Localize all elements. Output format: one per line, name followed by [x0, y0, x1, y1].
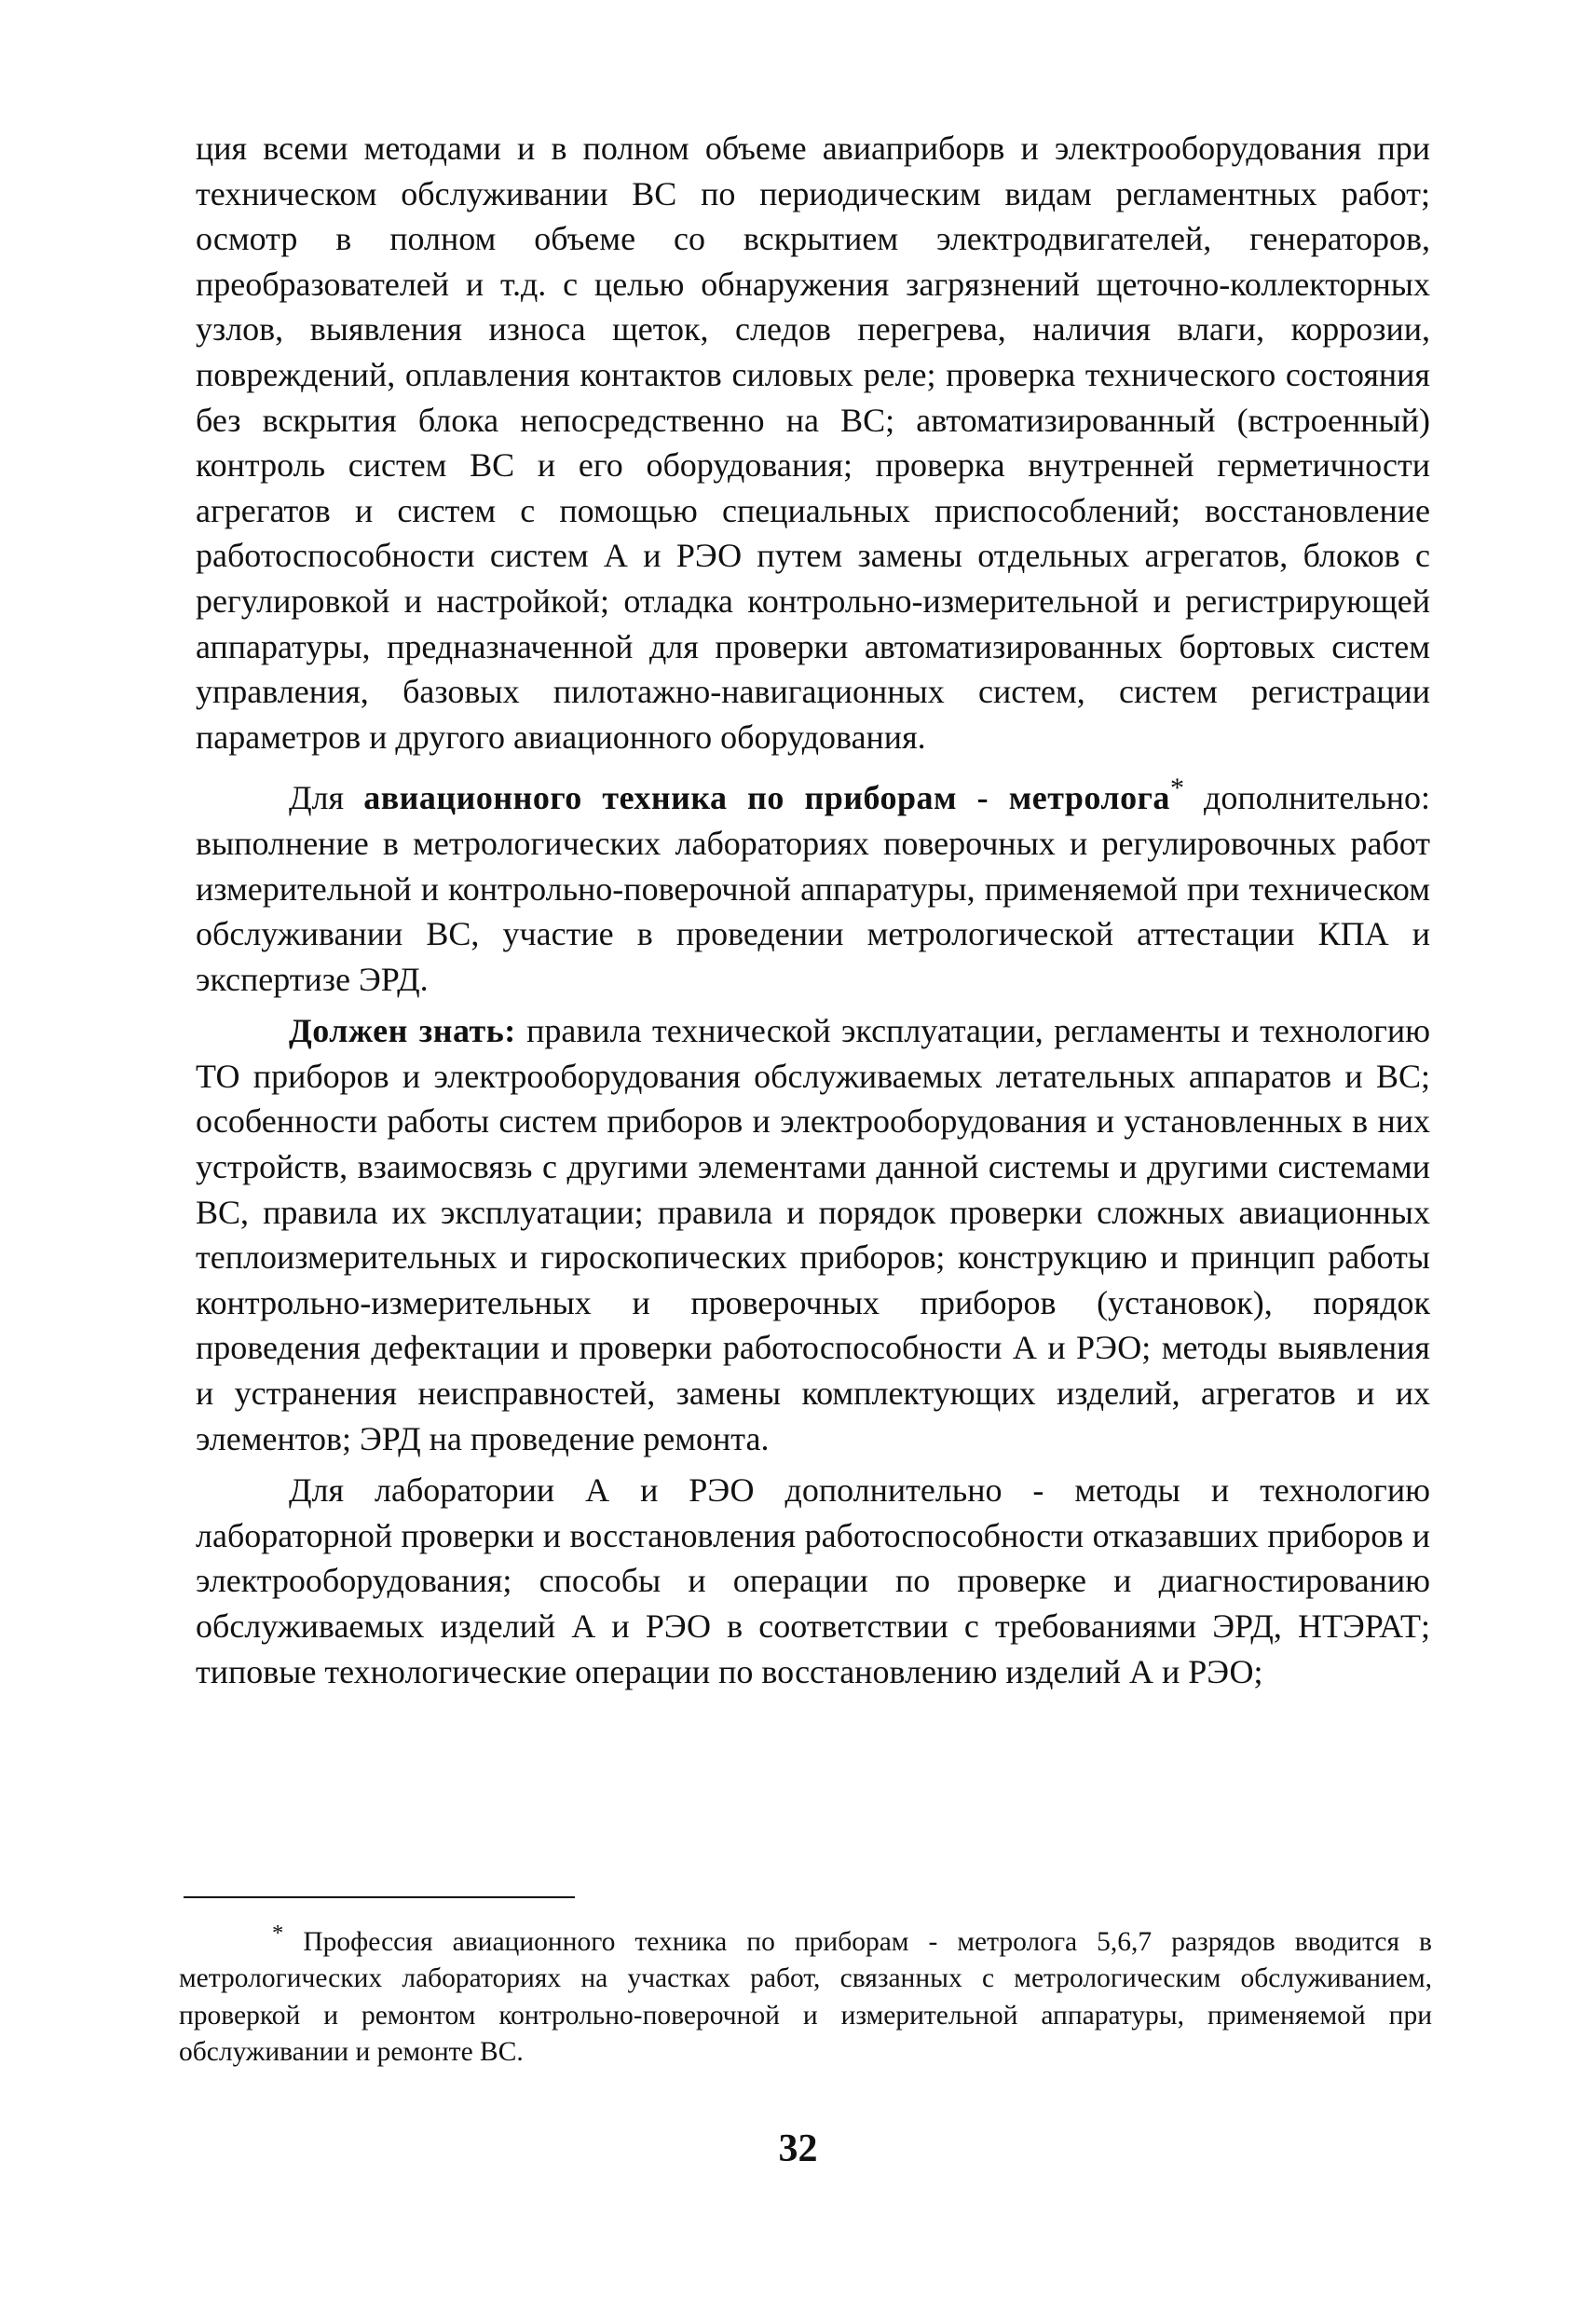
paragraph-laboratory: [196, 1468, 1430, 1694]
paragraph-text: дополнительно: выполнение в метрологических лабораториях поверочных и регулировочных работ измерительной и контрольно-поверочной аппаратуры, применяемой при техническом обслуживании ВС, участие в проведении метрологической аттестации КПА и экспертизе ЭРД.: [196, 779, 1431, 998]
paragraph-prefix: Для: [289, 779, 364, 817]
paragraph-text: правила технической эксплуатации, регламенты и технологию ТО приборов и электрооборудования обслуживаемых летательных аппаратов и ВС; особенности работы систем приборов и электрооборудования и установленных в них устройств, взаимосвязь с другими элементами данной системы и другими системами ВС, правила их эксплуатации; правила и порядок проверки сложных авиационных теплоизмерительных и гироскопических приборов; конструкцию и принцип работы контрольно-измерительных и проверочных приборов (установок), порядок проведения дефектации и проверки работоспособности А и РЭО; методы выявления и устранения неисправностей, замены комплектующих изделий, агрегатов и их элементов; ЭРД на проведение ремонта.: [196, 1012, 1430, 1457]
footnote-text: Профессия авиационного техника по приборам - метролога 5,6,7 разрядов вводится в метрологических лабораториях на участках работ, связанных с метрологическим обслуживанием, проверкой и ремонтом контрольно-поверочной и измерительной аппаратуры, применяемой при обслуживании и ремонте ВС.: [179, 1926, 1432, 2068]
paragraph-text: Для лаборатории А и РЭО дополнительно - методы и технологию лабораторной проверки и восстановления работоспособности отказавших приборов и электрооборудования; способы и операции по проверке и диагностированию обслуживаемых изделий А и РЭО в соответствии с требованиями ЭРД, НТЭРАТ; типовые технологические операции по восстановлению изделий А и РЭО;: [196, 1471, 1430, 1690]
paragraph-duties-continued: [196, 126, 1430, 759]
footnote-marker: *: [1169, 773, 1184, 804]
paragraph-text: ция всеми методами и в полном объеме авиаприборв и электрооборудования при техническом обслуживании ВС по периодическим видам регламентных работ; осмотр в полном объеме со вскрытием электродвигателей, генераторов, преобразователей и т.д. с целью обнаружения загрязнений щеточно-коллекторных узлов, выявления износа щеток, следов перегрева, наличия влаги, коррозии, повреждений, оплавления контактов силовых реле; проверка технического состояния без вскрытия блока непосредственно на ВС; автоматизированный (встроенный) контроль систем ВС и его оборудования; проверка внутренней герметичности агрегатов и систем с помощью специальных приспособлений; восстановление работоспособности систем А и РЭО путем замены отдельных агрегатов, блоков с регулировкой и настройкой; отладка контрольно-измерительной и регистрирующей аппаратуры, предназначенной для проверки автоматизированных бортовых систем управления, базовых пилотажно-навигационных систем, систем регистрации параметров и другого авиационного оборудования.: [196, 130, 1430, 756]
footnote: [179, 1915, 1432, 2072]
paragraph-must-know: [196, 1008, 1430, 1461]
body-text: [196, 126, 1430, 1694]
page-number: 32: [778, 2127, 818, 2170]
bold-term-metrologist: авиационного техника по приборам - метролога: [363, 779, 1170, 817]
footnote-divider: [184, 1896, 575, 1898]
bold-heading-must-know: Должен знать:: [289, 1012, 516, 1050]
footnote-marker: *: [272, 1921, 284, 1946]
paragraph-metrologist: [196, 766, 1430, 1002]
